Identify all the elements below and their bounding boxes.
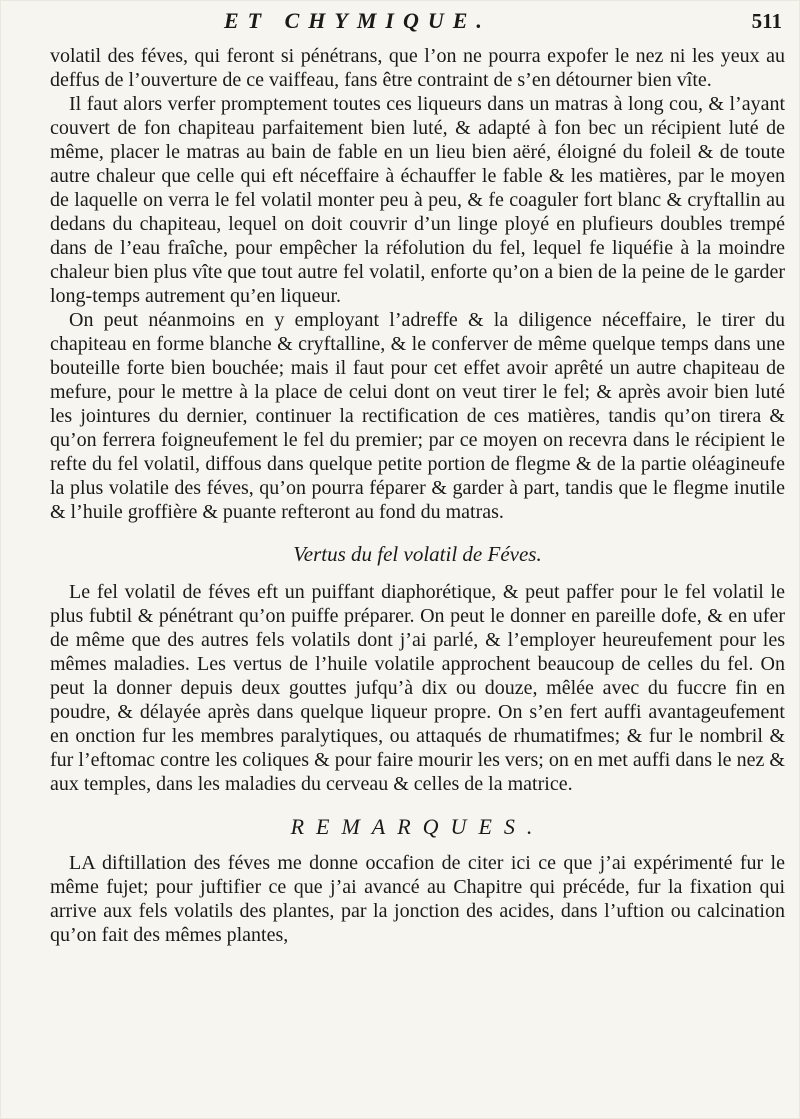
continued-paragraph: volatil des féves, qui feront si pénétrans, que l’on ne pourra expofer le nez ni les yeux au deffus de l’ouverture de ce vaiffeau, fans être contraint de s’en détourner bien vîte. [50, 45, 785, 91]
running-title: ET CHYMIQUE. [224, 8, 491, 33]
running-header [224, 6, 782, 36]
remarks-paragraph: LA diftillation des féves me donne occafion de citer ici ce que j’ai expérimenté fur le même fujet; pour juftifier ce que j’ai avancé au Chapitre qui précéde, fur la fixation qui arrive aux fels volatils des plantes, par la jonction des acides, dans l’uftion ou calcination qu’on fait des mêmes plantes, [50, 852, 785, 946]
body-text [50, 44, 785, 1104]
section-title: Vertus du fel volatil de Féves. [293, 542, 542, 566]
virtues-paragraph: Le fel volatil de féves eft un puiffant diaphorétique, & peut paffer pour le fel volatil le plus fubtil & pénétrant qu’on puiffe préparer. On peut le donner en pareille dofe, & en ufer de même que des autres fels volatils dont j’ai parlé, & l’employer heureufement pour les mêmes maladies. Les vertus de l’huile volatile approchent beaucoup de celles du fel. On peut la donner depuis deux gouttes jufqu’à dix ou douze, mêlée avec du fuccre fin en poudre, & délayée après dans quelque liqueur propre. On s’en fert auffi avantageufement en onction fur les membres paralytiques, ou attaqués de rhumatifmes; & fur le nombril & fur l’eftomac contre les coliques & pour faire mourir les vers; on en met auffi dans le nez & aux temples, dans les maladies du cerveau & celles de la matrice. [50, 581, 785, 795]
remarks-title: REMARQUES. [290, 814, 545, 839]
page-number: 511 [751, 8, 782, 33]
preservation-paragraph: On peut néanmoins en y employant l’adreffe & la diligence néceffaire, le tirer du chapiteau en forme blanche & cryftalline, & le conferver de même quelque temps dans une bouteille forte bien bouchée; mais il faut pour cet effet avoir aprêté un autre chapiteau de mefure, pour le mettre à la place de celui dont on veut tirer le fel; & après avoir bien luté les jointures du dernier, continuer la rectification de ces matières, tandis qu’on tirera & qu’on ferrera foigneufement le fel du premier; par ce moyen on recevra dans le récipient le refte du fel volatil, diffous dans quelque petite portion de flegme & de la partie oléagineufe la plus volatile des féves, qu’on pourra féparer & garder à part, tandis que le flegme inutile & l’huile groffière & puante refteront au fond du matras. [50, 309, 785, 523]
distillation-paragraph: Il faut alors verfer promptement toutes ces liqueurs dans un matras à long cou, & l’ayant couvert de fon chapiteau parfaitement bien luté, & adapté à fon bec un récipient luté de même, placer le matras au bain de fable en un lieu bien aëré, éloigné du foleil & de toute autre chaleur que celle qui eft néceffaire à échauffer le fable & les matières, par le moyen de laquelle on verra le fel volatil monter peu à peu, & fe coaguler fort blanc & cryftallin au dedans du chapiteau, lequel on doit couvrir d’un linge ployé en plufieurs doubles trempé dans de l’eau fraîche, pour empêcher la réfolution du fel, lequel fe liquéfie à la moindre chaleur bien plus vîte que tout autre fel volatil, enforte qu’on a bien de la peine de le garder long-temps autrement qu’en liqueur. [50, 93, 785, 307]
